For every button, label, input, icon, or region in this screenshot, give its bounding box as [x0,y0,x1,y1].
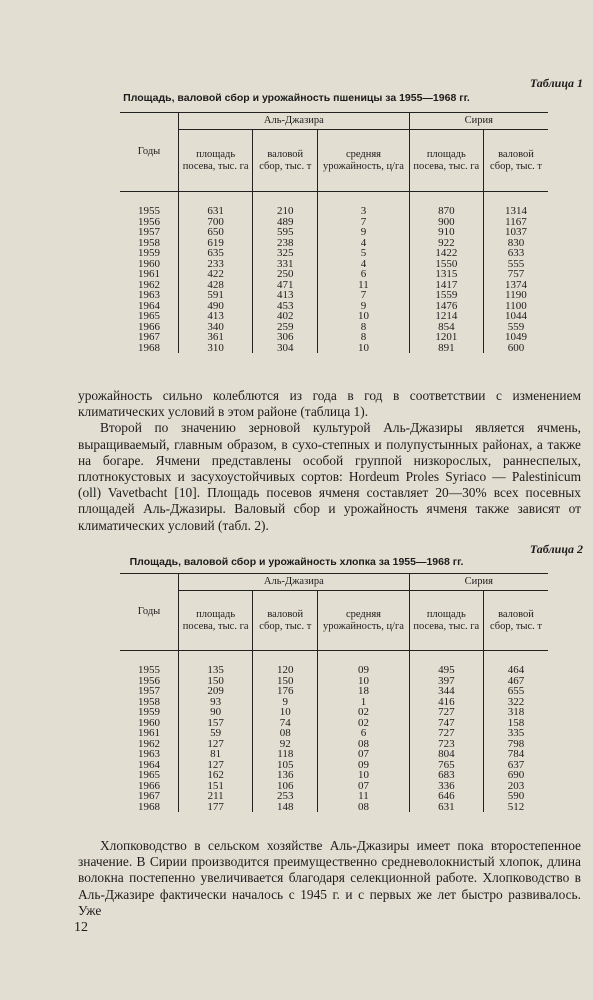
value-cell: 631 [179,206,253,217]
year-cell: 1961 [138,727,160,739]
value-cell: 402 [253,311,318,322]
value-cell: 1422 [409,248,483,259]
value-cell: 1550 [409,259,483,270]
value-cell: 1 [318,697,409,708]
value-cell: 9 [253,697,318,708]
value-cell: 93 [179,697,253,708]
table2-group-syria: Сирия [409,574,548,591]
table1-col-header: валовой сбор, тыс. т [253,130,318,192]
value-cell: 203 [483,781,548,792]
value-cell: 176 [253,686,318,697]
table2-title: Площадь, валовой сбор и урожайность хлопка за 1955—1968 гг. [129,556,464,568]
year-cell: 1956 [138,215,160,228]
value-cell: 1201 [409,332,483,343]
value-cell: 413 [179,311,253,322]
value-cell: 07 [318,781,409,792]
value-cell: 7 [318,290,409,301]
value-cell: 211 [179,791,253,802]
value-cell: 344 [409,686,483,697]
value-cell: 747 [409,718,483,729]
value-cell: 723 [409,739,483,750]
table1-col-header: площадь посева, тыс. га [409,130,483,192]
value-cell: 10 [318,770,409,781]
value-cell: 127 [179,760,253,771]
table1-col-header: средняя урожайность, ц/га [318,130,409,192]
value-cell: 655 [483,686,548,697]
value-cell: 422 [179,269,253,280]
value-cell: 1417 [409,280,483,291]
table-row [120,739,548,750]
value-cell: 259 [253,322,318,333]
year-cell: 1955 [138,205,160,217]
value-cell: 250 [253,269,318,280]
value-cell: 11 [318,791,409,802]
value-cell: 238 [253,238,318,249]
year-cell: 1959 [138,706,160,718]
value-cell: 233 [179,259,253,270]
table-row [120,227,548,238]
year-cell: 1962 [138,278,160,291]
year-cell: 1963 [138,289,160,301]
table-row [120,343,548,354]
value-cell: 209 [179,686,253,697]
value-cell: 10 [253,707,318,718]
year-cell: 1955 [138,664,160,676]
value-cell: 471 [253,280,318,291]
value-cell: 798 [483,739,548,750]
table-row [120,301,548,312]
value-cell: 1476 [409,301,483,312]
value-cell: 555 [483,259,548,270]
value-cell: 690 [483,770,548,781]
value-cell: 397 [409,676,483,687]
value-cell: 413 [253,290,318,301]
value-cell: 633 [483,248,548,259]
value-cell: 08 [253,728,318,739]
value-cell: 683 [409,770,483,781]
value-cell: 559 [483,322,548,333]
value-cell: 120 [253,665,318,676]
value-cell: 02 [318,718,409,729]
table-row [120,791,548,802]
table2-col-header: валовой сбор, тыс. т [253,591,318,651]
table-row [120,728,548,739]
table-row [120,206,548,217]
value-cell: 1044 [483,311,548,322]
table1-label: Таблица 1 [529,76,583,90]
value-cell: 637 [483,760,548,771]
table-row [120,280,548,291]
value-cell: 8 [318,332,409,343]
year-cell: 1965 [138,310,160,322]
table-row [120,686,548,697]
value-cell: 900 [409,217,483,228]
year-cell: 1968 [138,341,160,354]
value-cell: 335 [483,728,548,739]
value-cell: 136 [253,770,318,781]
table-row [120,697,548,708]
value-cell: 306 [253,332,318,343]
value-cell: 646 [409,791,483,802]
value-cell: 331 [253,259,318,270]
value-cell: 7 [318,217,409,228]
value-cell: 1100 [483,301,548,312]
table1-col-years: Годы [120,113,179,192]
value-cell: 910 [409,227,483,238]
value-cell: 804 [409,749,483,760]
value-cell: 08 [318,739,409,750]
year-cell: 1963 [138,748,160,760]
value-cell: 490 [179,301,253,312]
value-cell: 700 [179,217,253,228]
table-row [120,665,548,676]
value-cell: 81 [179,749,253,760]
value-cell: 304 [253,343,318,354]
year-cell: 1958 [138,695,160,708]
value-cell: 1374 [483,280,548,291]
year-cell: 1966 [138,779,160,792]
value-cell: 162 [179,770,253,781]
value-cell: 489 [253,217,318,228]
value-cell: 635 [179,248,253,259]
table2-col-years: Годы [120,574,179,651]
paragraph: Хлопководство в сельском хозяйстве Аль-Джазиры имеет пока второстепенное значение. В Сирии производится преимущественно средневолокнистый хлопок, длина волокна постепенно увеличивается благодаря селекционной работе. Хлопководство в Аль-Джазире фактически началось с 1945 г. и с первых же лет быстро развивалось. Уже [78,838,581,918]
value-cell: 18 [318,686,409,697]
value-cell: 870 [409,206,483,217]
value-cell: 253 [253,791,318,802]
value-cell: 74 [253,718,318,729]
value-cell: 118 [253,749,318,760]
value-cell: 07 [318,749,409,760]
value-cell: 619 [179,238,253,249]
year-cell: 1961 [138,268,160,280]
table-row [120,259,548,270]
table-row [120,238,548,249]
table2-col-header: площадь посева, тыс. га [179,591,253,651]
paragraph: урожайность сильно колеблются из года в год в соответствии с изменением климатических условий в этом районе (таблица 1). [78,388,581,420]
year-cell: 1966 [138,320,160,333]
table2 [120,573,548,812]
value-cell: 4 [318,259,409,270]
value-cell: 158 [483,718,548,729]
value-cell: 361 [179,332,253,343]
value-cell: 591 [179,290,253,301]
value-cell: 340 [179,322,253,333]
value-cell: 105 [253,760,318,771]
value-cell: 428 [179,280,253,291]
table-row [120,248,548,259]
table2-col-header: площадь посева, тыс. га [409,591,483,651]
year-cell: 1964 [138,299,160,312]
value-cell: 3 [318,206,409,217]
value-cell: 08 [318,802,409,813]
year-cell: 1964 [138,758,160,771]
value-cell: 854 [409,322,483,333]
value-cell: 8 [318,322,409,333]
value-cell: 922 [409,238,483,249]
value-cell: 150 [253,676,318,687]
value-cell: 148 [253,802,318,813]
value-cell: 325 [253,248,318,259]
value-cell: 1037 [483,227,548,238]
value-cell: 177 [179,802,253,813]
value-cell: 09 [318,760,409,771]
spacer-row [120,651,548,666]
table1-col-header: валовой сбор, тыс. т [483,130,548,192]
table-row [120,749,548,760]
table2-label: Таблица 2 [529,542,583,556]
year-cell: 1960 [138,257,160,270]
value-cell: 891 [409,343,483,354]
page-number: 12 [74,920,88,935]
value-cell: 09 [318,665,409,676]
value-cell: 1167 [483,217,548,228]
value-cell: 416 [409,697,483,708]
value-cell: 6 [318,269,409,280]
body-text-2 [78,838,581,919]
table-row [120,802,548,813]
table-row [120,770,548,781]
value-cell: 1190 [483,290,548,301]
value-cell: 10 [318,311,409,322]
year-cell: 1958 [138,236,160,249]
value-cell: 600 [483,343,548,354]
table1-group-aljazira: Аль-Джазира [179,113,410,130]
table-row [120,311,548,322]
value-cell: 1214 [409,311,483,322]
value-cell: 02 [318,707,409,718]
year-cell: 1957 [138,226,160,238]
year-cell: 1959 [138,247,160,259]
value-cell: 1314 [483,206,548,217]
table-row [120,718,548,729]
value-cell: 10 [318,676,409,687]
value-cell: 9 [318,301,409,312]
value-cell: 512 [483,802,548,813]
value-cell: 5 [318,248,409,259]
value-cell: 495 [409,665,483,676]
value-cell: 150 [179,676,253,687]
value-cell: 765 [409,760,483,771]
value-cell: 106 [253,781,318,792]
value-cell: 757 [483,269,548,280]
value-cell: 310 [179,343,253,354]
value-cell: 595 [253,227,318,238]
paragraph: Второй по значению зерновой культурой Аль-Джазиры является ячмень, выращиваемый, главным образом, в сухо-степных и полупустынных районах, а также на богаре. Ячмени представлены особой группой низкорослых, раннеспелых, плотнокустовых и засухоустойчивых сортов: Hordeum Proles Syriaco — Palestinicum (oll) Vavetbacht [10]. Площадь посевов ячменя составляет 20—30% всех посевных площадей Аль-Джазиры. Валовый сбор и урожайность ячменя также зависят от климатических условий (табл. 2). [78,420,581,533]
table1-body [120,192,548,354]
table2-col-header: валовой сбор, тыс. т [483,591,548,651]
year-cell: 1960 [138,716,160,729]
value-cell: 453 [253,301,318,312]
year-cell: 1967 [138,331,160,343]
table1-col-header: площадь посева, тыс. га [179,130,253,192]
table1-title: Площадь, валовой сбор и урожайность пшеницы за 1955—1968 гг. [123,92,470,104]
value-cell: 322 [483,697,548,708]
value-cell: 210 [253,206,318,217]
table2-group-aljazira: Аль-Джазира [179,574,410,591]
table-row [120,760,548,771]
value-cell: 727 [409,707,483,718]
value-cell: 631 [409,802,483,813]
table2-body [120,651,548,813]
value-cell: 6 [318,728,409,739]
year-cell: 1962 [138,737,160,750]
table-row [120,781,548,792]
value-cell: 784 [483,749,548,760]
value-cell: 92 [253,739,318,750]
value-cell: 9 [318,227,409,238]
value-cell: 590 [483,791,548,802]
table-row [120,290,548,301]
value-cell: 127 [179,739,253,750]
value-cell: 464 [483,665,548,676]
table-row [120,217,548,228]
year-cell: 1967 [138,790,160,802]
year-cell: 1965 [138,769,160,781]
value-cell: 336 [409,781,483,792]
value-cell: 1049 [483,332,548,343]
table-row [120,322,548,333]
spacer-row [120,192,548,207]
year-cell: 1956 [138,674,160,687]
value-cell: 1315 [409,269,483,280]
value-cell: 830 [483,238,548,249]
table1-group-syria: Сирия [409,113,548,130]
value-cell: 318 [483,707,548,718]
table-row [120,332,548,343]
value-cell: 59 [179,728,253,739]
table-row [120,269,548,280]
table2-col-header: средняя урожайность, ц/га [318,591,409,651]
value-cell: 135 [179,665,253,676]
value-cell: 10 [318,343,409,354]
body-text-1 [78,388,581,534]
value-cell: 727 [409,728,483,739]
year-cell: 1968 [138,800,160,813]
value-cell: 4 [318,238,409,249]
value-cell: 151 [179,781,253,792]
table-row [120,707,548,718]
table-row [120,676,548,687]
year-cell: 1957 [138,685,160,697]
value-cell: 467 [483,676,548,687]
value-cell: 157 [179,718,253,729]
value-cell: 11 [318,280,409,291]
value-cell: 1559 [409,290,483,301]
table1 [120,112,548,353]
value-cell: 90 [179,707,253,718]
value-cell: 650 [179,227,253,238]
